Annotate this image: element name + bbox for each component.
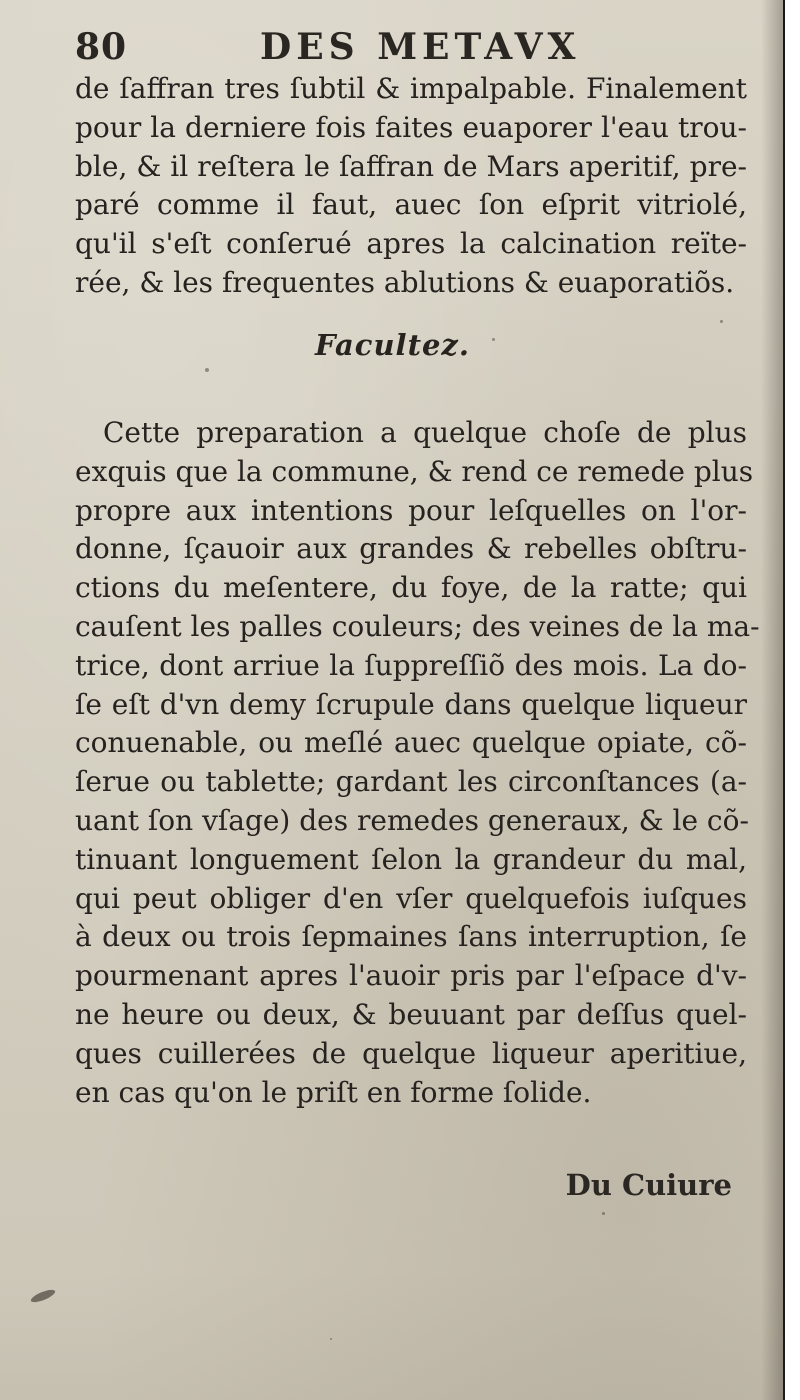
- ink-speck: [602, 1212, 605, 1215]
- ink-speck: [720, 320, 723, 323]
- text-line: pour la derniere fois faites euaporer l'eau trou-: [75, 110, 747, 144]
- text-line: en cas qu'on le priſt en forme ſolide.: [75, 1075, 592, 1109]
- running-title: DES METAVX: [260, 26, 581, 68]
- page-number: 80: [75, 26, 128, 68]
- text-line: ſerue ou tablette; gardant les circonſtances (a-: [75, 765, 747, 799]
- text-line: tinuant longuement ſelon la grandeur du mal,: [75, 842, 747, 876]
- ink-speck: [330, 1338, 332, 1340]
- paragraph-saffran-preparation: [75, 70, 747, 303]
- text-line: qui peut obliger d'en vſer quelquefois iuſques: [75, 881, 747, 915]
- ink-speck: [205, 368, 209, 372]
- text-line: qu'il s'eſt conſerué apres la calcination reïte-: [75, 227, 747, 261]
- section-heading: Facultez.: [315, 328, 470, 362]
- text-line: conuenable, ou meſlé auec quelque opiate, cõ-: [75, 726, 747, 760]
- text-line: propre aux intentions pour leſquelles on l'or-: [75, 493, 747, 527]
- text-line: ques cuillerées de quelque liqueur aperitiue,: [75, 1036, 747, 1070]
- text-line: pourmenant apres l'auoir pris par l'eſpace d'v-: [75, 959, 747, 993]
- catchword: Du Cuiure: [565, 1168, 732, 1202]
- page-bottom-margin: [0, 1270, 785, 1400]
- text-line: paré comme il faut, auec ſon eſprit vitriolé,: [75, 188, 747, 222]
- text-line: ne heure ou deux, & beuuant par deſſus quel-: [75, 997, 747, 1031]
- text-line: Cette preparation a quelque choſe de plus: [103, 416, 747, 449]
- text-line: donne, ſçauoir aux grandes & rebelles obſtru-: [75, 532, 747, 566]
- text-line: ble, & il reſtera le ſaffran de Mars aperitif, pre-: [75, 149, 747, 183]
- text-line: rée, & les frequentes ablutions & euaporatiõs.: [75, 265, 735, 299]
- text-line: de ſaffran tres ſubtil & impalpable. Finalement: [75, 72, 747, 105]
- text-line: uant ſon vſage) des remedes generaux, & le cõ-: [75, 803, 749, 837]
- text-line: ſe eſt d'vn demy ſcrupule dans quelque liqueur: [75, 687, 747, 721]
- page-edge-shadow: [761, 0, 785, 1400]
- text-line: à deux ou trois ſepmaines ſans interruption, ſe: [75, 920, 747, 954]
- ink-speck: [492, 338, 495, 341]
- paragraph-facultez: [75, 414, 760, 1112]
- page-header: [75, 18, 755, 73]
- text-line: exquis que la commune, & rend ce remede plus: [75, 454, 754, 488]
- text-line: ctions du meſentere, du foye, de la ratte; qui: [75, 571, 747, 605]
- text-line: trice, dont arriue la ſuppreſſiõ des mois. La do-: [75, 648, 747, 682]
- text-line: cauſent les palles couleurs; des veines de la ma-: [75, 609, 760, 643]
